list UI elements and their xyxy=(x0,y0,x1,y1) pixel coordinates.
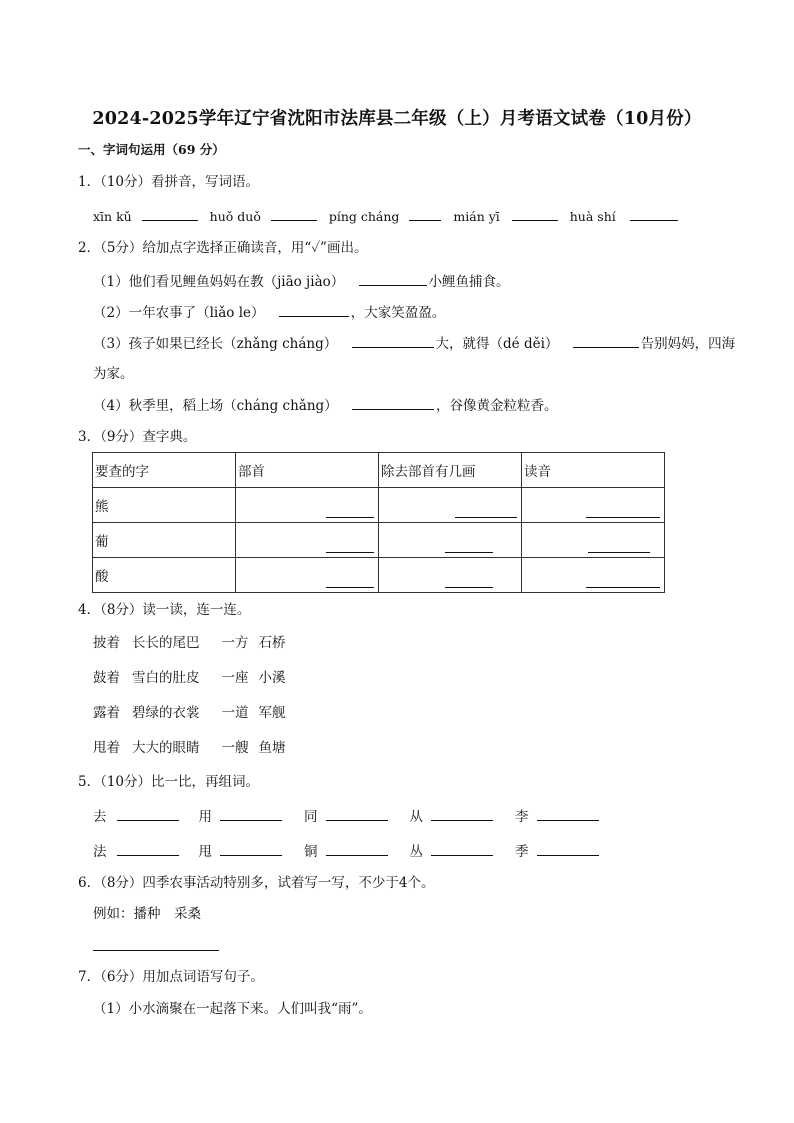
table-header: 部首 xyxy=(236,453,379,488)
reading-blank[interactable] xyxy=(586,503,660,518)
q2-s2-text: （2）一年农事了（liǎo le） xyxy=(93,305,265,321)
q1-stem: 1．（10分）看拼音，写词语。 xyxy=(78,174,260,190)
q4-noun[interactable]: 鱼塘 xyxy=(258,740,286,756)
table-row xyxy=(93,488,665,523)
q1-pinyin-5: huà shí xyxy=(569,209,616,224)
q2-s2-tail: ，大家笑盈盈。 xyxy=(350,305,446,321)
q2-sentence-4 xyxy=(93,395,557,416)
q1-pinyin-1: xīn kǔ xyxy=(93,209,132,224)
section-heading: 一、字词句运用（69 分） xyxy=(78,142,225,157)
q1-answer-1[interactable] xyxy=(142,206,198,221)
radical-blank[interactable] xyxy=(326,538,374,553)
stroke-count-blank[interactable] xyxy=(445,538,493,553)
q1-answer-5[interactable] xyxy=(630,206,678,221)
q4-measure[interactable]: 一座 xyxy=(221,670,249,686)
q2-s3-tail: 告别妈妈，四海 xyxy=(640,336,736,352)
q4-row xyxy=(93,703,286,723)
q5-char: 丛 xyxy=(409,844,423,860)
q3-stem: 3．（9分）查字典。 xyxy=(78,429,197,445)
q5-blank[interactable] xyxy=(326,806,388,821)
table-cell xyxy=(522,523,665,558)
q4-row xyxy=(93,738,286,758)
q5-blank[interactable] xyxy=(117,806,179,821)
table-cell xyxy=(236,523,379,558)
q2-s1-text: （1）他们看见鲤鱼妈妈在教（jiāo jiào） xyxy=(93,274,345,290)
q5-char: 用 xyxy=(198,809,212,825)
radical-blank[interactable] xyxy=(326,573,374,588)
q2-stem: 2．（5分）给加点字选择正确读音，用“✓”画出。 xyxy=(78,240,368,256)
q4-verb[interactable]: 披着 xyxy=(93,635,120,651)
q5-blank[interactable] xyxy=(431,841,493,856)
table-cell xyxy=(522,558,665,593)
q6-blank[interactable] xyxy=(93,936,219,951)
q4-verb[interactable]: 鼓着 xyxy=(93,670,120,686)
q1-pinyin-3: píng cháng xyxy=(328,209,400,224)
q2-sentence-3 xyxy=(93,333,735,354)
q5-char: 去 xyxy=(93,809,107,825)
q4-phrase[interactable]: 碧绿的衣裳 xyxy=(132,705,200,721)
q7-stem: 7．（6分）用加点词语写句子。 xyxy=(78,969,264,985)
reading-blank[interactable] xyxy=(588,538,650,553)
q4-stem: 4．（8分）读一读，连一连。 xyxy=(78,602,251,618)
q4-row xyxy=(93,633,286,653)
table-header: 除去部首有几画 xyxy=(379,453,522,488)
table-row xyxy=(93,558,665,593)
q4-verb[interactable]: 甩着 xyxy=(93,740,120,756)
q2-s3-continued: 为家。 xyxy=(93,366,134,382)
q5-char: 李 xyxy=(515,809,529,825)
q2-s4-text: （4）秋季里，稻上场（cháng chǎng） xyxy=(93,398,338,414)
q5-char: 铜 xyxy=(304,844,318,860)
q4-measure[interactable]: 一艘 xyxy=(221,740,249,756)
q6-example: 例如：播种 采桑 xyxy=(93,906,201,922)
table-cell-char: 酸 xyxy=(93,558,236,593)
table-cell-char: 葡 xyxy=(93,523,236,558)
q5-blank[interactable] xyxy=(537,806,599,821)
table-header: 要查的字 xyxy=(93,453,236,488)
q5-char: 甩 xyxy=(198,844,212,860)
table-cell xyxy=(236,558,379,593)
q4-phrase[interactable]: 大大的眼睛 xyxy=(132,740,200,756)
q6-answer-line xyxy=(93,936,219,957)
q5-stem: 5．（10分）比一比，再组词。 xyxy=(78,774,260,790)
q1-answer-3[interactable] xyxy=(409,206,441,221)
stroke-count-blank[interactable] xyxy=(455,503,517,518)
q4-measure[interactable]: 一方 xyxy=(221,635,249,651)
q5-blank[interactable] xyxy=(220,841,282,856)
q2-s3-text: （3）孩子如果已经长（zhǎng cháng） xyxy=(93,336,338,352)
q2-sentence-1 xyxy=(93,271,510,292)
reading-blank[interactable] xyxy=(586,573,660,588)
q1-answer-4[interactable] xyxy=(512,206,558,221)
radical-blank[interactable] xyxy=(326,503,374,518)
table-cell-char: 熊 xyxy=(93,488,236,523)
q2-s1-blank[interactable] xyxy=(359,271,427,286)
q4-phrase[interactable]: 雪白的肚皮 xyxy=(132,670,200,686)
q5-char: 法 xyxy=(93,844,107,860)
q5-blank[interactable] xyxy=(537,841,599,856)
table-cell xyxy=(379,558,522,593)
q5-row-1 xyxy=(93,806,599,827)
page-title: 2024-2025学年辽宁省沈阳市法库县二年级（上）月考语文试卷（10月份） xyxy=(92,109,702,129)
q1-pinyin-4: mián yī xyxy=(453,209,500,224)
q4-noun[interactable]: 军舰 xyxy=(258,705,286,721)
q2-s4-blank[interactable] xyxy=(352,395,434,410)
q2-s2-blank[interactable] xyxy=(279,302,349,317)
stroke-count-blank[interactable] xyxy=(445,573,493,588)
q1-answer-2[interactable] xyxy=(271,206,317,221)
q4-phrase[interactable]: 长长的尾巴 xyxy=(132,635,200,651)
q7-sentence-1: （1）小水滴聚在一起落下来。人们叫我“雨”。 xyxy=(93,1001,372,1017)
table-cell xyxy=(379,523,522,558)
dictionary-table xyxy=(92,452,665,593)
q5-char: 同 xyxy=(304,809,318,825)
q4-noun[interactable]: 小溪 xyxy=(258,670,286,686)
table-header-row xyxy=(93,453,665,488)
q4-row xyxy=(93,668,286,688)
q5-blank[interactable] xyxy=(117,841,179,856)
q5-blank[interactable] xyxy=(326,841,388,856)
q2-s1-tail: 小鲤鱼捕食。 xyxy=(428,274,510,290)
table-row xyxy=(93,523,665,558)
q4-measure[interactable]: 一道 xyxy=(221,705,249,721)
q2-s3-blank-1[interactable] xyxy=(352,333,434,348)
q4-verb[interactable]: 露着 xyxy=(93,705,120,721)
q2-s4-tail: ，谷像黄金粒粒香。 xyxy=(435,398,558,414)
q5-blank[interactable] xyxy=(220,806,282,821)
q2-s3-blank-2[interactable] xyxy=(573,333,639,348)
q1-items xyxy=(93,206,678,227)
q5-row-2 xyxy=(93,841,599,862)
table-cell xyxy=(522,488,665,523)
q5-char: 季 xyxy=(515,844,529,860)
q2-sentence-2 xyxy=(93,302,445,323)
table-cell xyxy=(236,488,379,523)
q6-stem: 6．（8分）四季农事活动特别多，试着写一写，不少于4个。 xyxy=(78,875,435,891)
q1-pinyin-2: huǒ duǒ xyxy=(209,209,261,224)
q5-char: 从 xyxy=(409,809,423,825)
table-header: 读音 xyxy=(522,453,665,488)
table-cell xyxy=(379,488,522,523)
q5-blank[interactable] xyxy=(431,806,493,821)
q2-s3-mid: 大，就得（dé děi） xyxy=(435,336,559,352)
q4-noun[interactable]: 石桥 xyxy=(258,635,286,651)
